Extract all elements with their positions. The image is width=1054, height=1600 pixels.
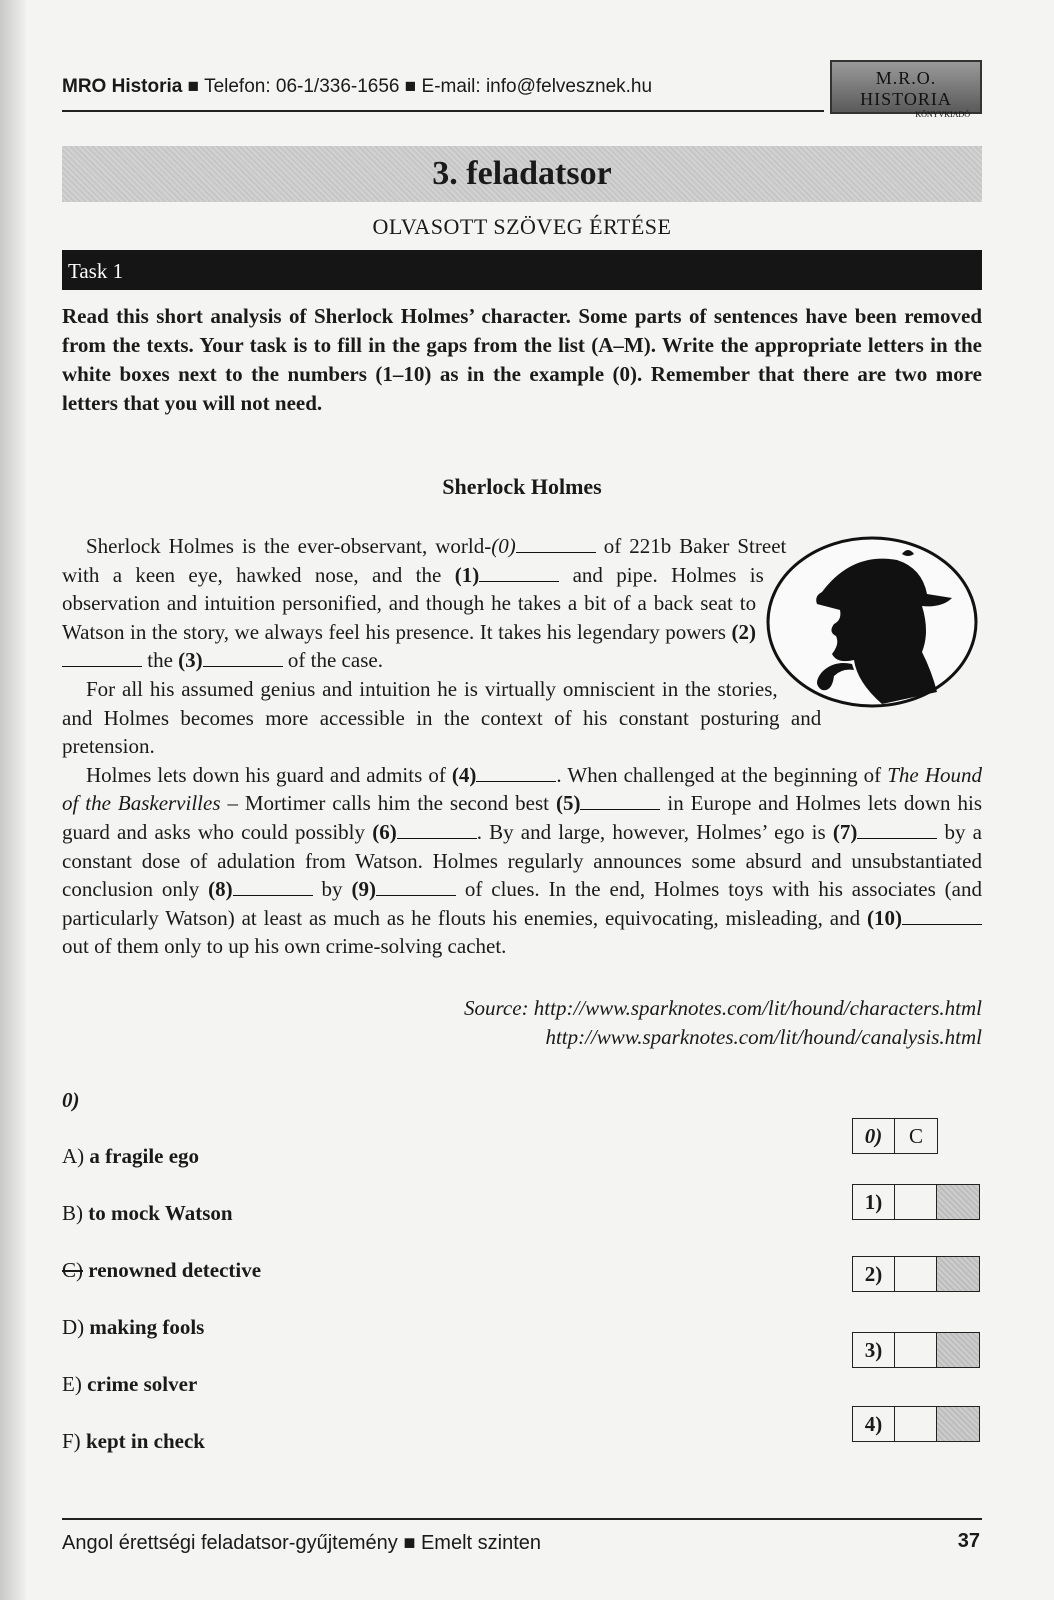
text-run: Holmes lets down his guard and admits of bbox=[86, 762, 452, 787]
gap-9[interactable] bbox=[376, 877, 456, 896]
text-run: . By and large, however, Holmes’ ego is bbox=[476, 819, 833, 844]
task-label: Task 1 bbox=[68, 259, 124, 283]
text-run: and pipe. Holmes is observation and intuition personified, and though he takes a bit of a back seat to Watson in the story, we always feel his presence. It takes his legendary powers bbox=[62, 562, 764, 644]
header-separator: ■ bbox=[404, 76, 417, 97]
option-text: crime solver bbox=[87, 1372, 198, 1396]
text-run: of clues. In the end, Holmes toys with his associates (and particularly Watson) at least as much as he flouts his enemies, equivocating, misleading, and bbox=[62, 877, 982, 930]
gap-10-number: (10) bbox=[867, 905, 902, 930]
task-bar bbox=[62, 250, 982, 290]
gap-10[interactable] bbox=[902, 906, 982, 925]
gap-8[interactable] bbox=[233, 877, 313, 896]
option-e bbox=[62, 1372, 197, 1397]
option-letter: E) bbox=[62, 1372, 82, 1396]
answer-number: 1) bbox=[853, 1185, 895, 1219]
option-letter: D) bbox=[62, 1315, 85, 1339]
footer-rule bbox=[62, 1518, 982, 1520]
answer-number: 3) bbox=[853, 1333, 895, 1367]
answer-input[interactable] bbox=[895, 1407, 937, 1441]
footer-separator: ■ bbox=[403, 1532, 416, 1554]
header-rule bbox=[62, 110, 824, 112]
footer-level: Emelt szinten bbox=[420, 1532, 542, 1554]
option-letter: B) bbox=[62, 1201, 83, 1225]
answer-box-2 bbox=[852, 1256, 980, 1292]
text-run: . When challenged at the beginning of bbox=[556, 762, 888, 787]
paragraph-3 bbox=[62, 761, 982, 961]
gap-9-number: (9) bbox=[351, 877, 376, 902]
answer-input[interactable] bbox=[895, 1185, 937, 1219]
reading-passage bbox=[62, 532, 982, 961]
paragraph-2: For all his assumed genius and intuition he is virtually omniscient in the stories, and Holmes becomes more accessible in the context of his constant posturing and pretension. bbox=[62, 676, 822, 759]
text-run: – Mortimer calls him the second best bbox=[220, 791, 556, 816]
option-text: kept in check bbox=[85, 1429, 205, 1453]
header-separator: ■ bbox=[187, 76, 200, 97]
option-c bbox=[62, 1258, 261, 1283]
answer-shaded-cell bbox=[937, 1185, 979, 1219]
gap-3[interactable] bbox=[203, 648, 283, 667]
answer-shaded-cell bbox=[937, 1407, 979, 1441]
gap-7[interactable] bbox=[857, 820, 937, 839]
gap-4[interactable] bbox=[476, 763, 556, 782]
text-run: Sherlock Holmes is the ever-observant, world- bbox=[86, 534, 492, 558]
gap-2-number: (2) bbox=[731, 619, 756, 644]
logo-title: M.R.O. HISTORIA bbox=[860, 68, 952, 109]
source-citation bbox=[464, 994, 982, 1052]
answer-box-4 bbox=[852, 1406, 980, 1442]
gap-4-number: (4) bbox=[451, 762, 477, 787]
header-phone: Telefon: 06-1/336-1656 bbox=[204, 76, 400, 97]
footer-text bbox=[62, 1532, 541, 1555]
sherlock-silhouette-icon bbox=[762, 532, 982, 712]
option-b bbox=[62, 1201, 233, 1226]
page-header bbox=[62, 60, 982, 119]
answer-number: 0) bbox=[853, 1119, 895, 1153]
option-a bbox=[62, 1144, 199, 1169]
logo-subtitle: KÖNYVKIADÓ bbox=[915, 110, 970, 119]
publisher-logo bbox=[830, 60, 982, 119]
answer-number: 4) bbox=[853, 1407, 895, 1441]
gap-6[interactable] bbox=[397, 820, 477, 839]
title-band bbox=[62, 146, 982, 202]
gap-1-number: (1) bbox=[454, 562, 480, 587]
page-edge-shadow bbox=[0, 0, 26, 1600]
option-d bbox=[62, 1315, 204, 1340]
option-text: to mock Watson bbox=[88, 1201, 233, 1225]
text-run: in Europe and Holmes lets down his guard and asks who could possibly bbox=[62, 791, 982, 844]
option-letter: C) bbox=[62, 1258, 83, 1282]
option-letter: A) bbox=[62, 1144, 85, 1168]
header-contact bbox=[62, 76, 652, 98]
option-text: renowned detective bbox=[88, 1258, 262, 1282]
source-line-1: Source: http://www.sparknotes.com/lit/hound/characters.html bbox=[464, 996, 982, 1020]
gap-6-number: (6) bbox=[372, 819, 397, 844]
example-label: 0) bbox=[62, 1088, 80, 1112]
gap-8-number: (8) bbox=[208, 877, 233, 902]
answer-box-3 bbox=[852, 1332, 980, 1368]
text-run: by bbox=[312, 877, 352, 902]
option-letter: F) bbox=[62, 1429, 81, 1453]
gap-0-number: (0) bbox=[491, 534, 516, 558]
page-number: 37 bbox=[957, 1530, 980, 1552]
gap-5-number: (5) bbox=[555, 791, 581, 816]
option-text: a fragile ego bbox=[89, 1144, 200, 1168]
text-run: by a constant dose of adulation from Watson. Holmes regularly announces some absurd and unsubstantiated conclusion only bbox=[62, 819, 983, 902]
answer-value: C bbox=[908, 1124, 923, 1148]
gap-5[interactable] bbox=[580, 791, 660, 810]
text-run: of the case. bbox=[282, 648, 383, 673]
answer-shaded-cell bbox=[937, 1257, 979, 1291]
answer-shaded-cell bbox=[937, 1333, 979, 1367]
answer-number: 2) bbox=[853, 1257, 895, 1291]
answer-box-1 bbox=[852, 1184, 980, 1220]
source-line-2: http://www.sparknotes.com/lit/hound/canalysis.html bbox=[545, 1025, 982, 1049]
gap-2[interactable] bbox=[62, 648, 142, 667]
answer-input[interactable] bbox=[895, 1333, 937, 1367]
page-title: 3. feladatsor bbox=[432, 155, 612, 192]
text-run: the bbox=[142, 648, 179, 673]
gap-7-number: (7) bbox=[832, 819, 858, 844]
header-email: E-mail: info@felvesznek.hu bbox=[421, 76, 653, 97]
gap-0[interactable] bbox=[516, 534, 596, 553]
answer-input[interactable] bbox=[895, 1257, 937, 1291]
book-title: The Hound of the Baskervilles bbox=[62, 762, 982, 816]
footer-book-title: Angol érettségi feladatsor-gyűjtemény bbox=[62, 1532, 398, 1554]
gap-1[interactable] bbox=[479, 563, 559, 582]
story-title: Sherlock Holmes bbox=[442, 474, 602, 499]
gap-3-number: (3) bbox=[178, 648, 203, 673]
text-run: out of them only to up his own crime-solving cachet. bbox=[62, 934, 507, 959]
section-subtitle: OLVASOTT SZÖVEG ÉRTÉSE bbox=[372, 214, 672, 239]
text-run: of 221b Baker Street with a keen eye, hawked nose, and the bbox=[62, 534, 787, 587]
publisher-name: MRO Historia bbox=[62, 76, 183, 97]
option-text: making fools bbox=[89, 1315, 205, 1339]
task-instructions: Read this short analysis of Sherlock Holmes’ character. Some parts of sentences have been removed from the texts. Your task is to fill in the gaps from the list (A–M). Write the appropriate letters in the white boxes next to the numbers (1–10) as in the example (0). Remember that there are two more letters that you will not need. bbox=[62, 304, 982, 415]
answer-box-example bbox=[852, 1118, 938, 1154]
option-f bbox=[62, 1429, 205, 1454]
